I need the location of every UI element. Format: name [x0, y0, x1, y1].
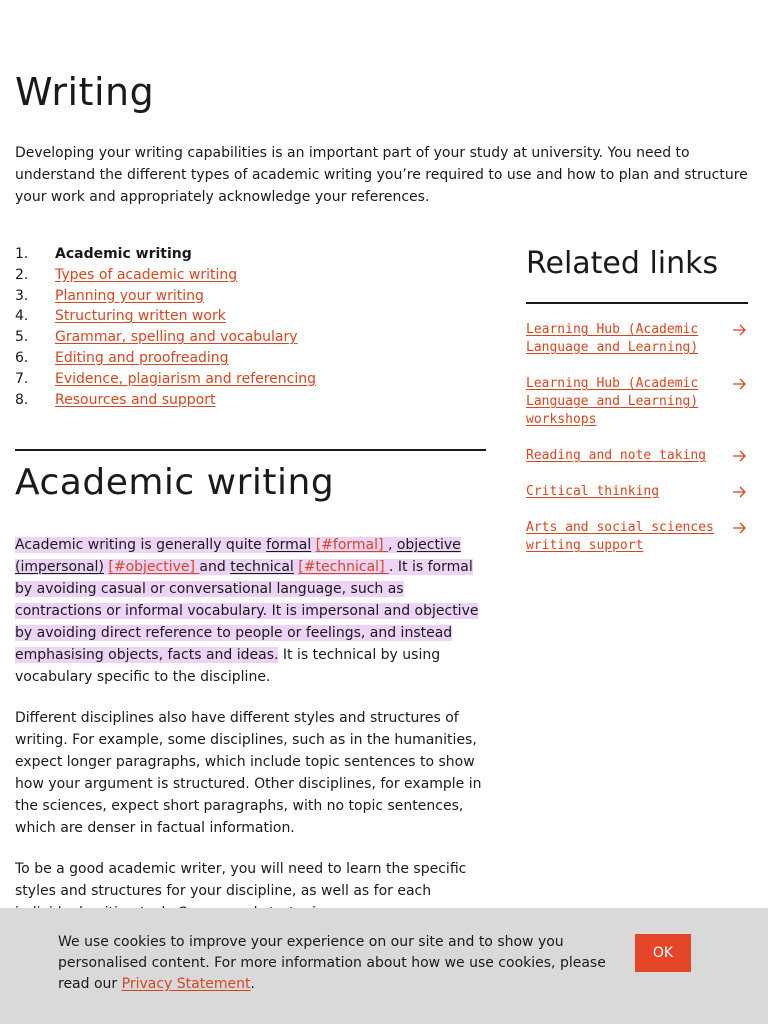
paragraph-tail: It is technical by using vocabulary specific to the discipline. [15, 647, 441, 685]
related-link[interactable] [526, 519, 748, 555]
toc-item[interactable] [15, 327, 495, 348]
toc-number: 2. [15, 266, 29, 283]
anchor-objective[interactable]: [#objective] [108, 559, 200, 575]
toc-number: 4. [15, 308, 29, 325]
highlighted-text [15, 537, 478, 663]
cookie-banner [0, 908, 768, 1024]
page-title: Writing [15, 70, 155, 114]
section-divider [15, 449, 486, 451]
related-links [526, 244, 748, 573]
related-link-label[interactable]: Reading and note taking [526, 448, 707, 463]
cookie-message [58, 932, 618, 995]
toc-item[interactable] [15, 265, 495, 286]
related-link-label[interactable]: Learning Hub (Academic Language and Learning) workshops [526, 376, 699, 427]
arrow-right-icon [732, 483, 748, 501]
toc-item[interactable] [15, 369, 495, 390]
toc-link[interactable]: Editing and proofreading [55, 349, 229, 366]
toc-number: 7. [15, 370, 29, 387]
arrow-right-icon [732, 375, 748, 393]
term-formal[interactable]: formal [266, 537, 312, 553]
toc-number: 8. [15, 391, 29, 408]
separator: , [387, 537, 397, 553]
toc-item[interactable] [15, 390, 495, 411]
toc-link[interactable]: Resources and support [55, 391, 216, 408]
toc-label: Academic writing [55, 246, 192, 262]
arrow-right-icon [732, 519, 748, 537]
anchor-formal[interactable]: [#formal] [315, 537, 388, 553]
toc-number: 1. [15, 246, 29, 262]
paragraph-3: To be a good academic writer, you will need to learn the specific styles and structures for your discipline, as well as for each [15, 861, 467, 899]
related-link-label[interactable]: Arts and social sciences writing support [526, 520, 714, 553]
cookie-text: We use cookies to improve your experience on our site and to show you personalised content. For more information about how we use cookies, please read our [58, 934, 606, 992]
toc-number: 3. [15, 287, 29, 304]
related-link[interactable] [526, 483, 748, 501]
toc-link[interactable]: Types of academic writing [55, 266, 238, 283]
arrow-right-icon [732, 321, 748, 339]
paragraph-1 [15, 534, 485, 688]
related-link[interactable] [526, 375, 748, 429]
section-body [15, 534, 485, 943]
related-link[interactable] [526, 321, 748, 357]
section-title: Academic writing [15, 462, 335, 503]
anchor-technical[interactable]: [#technical] [298, 559, 389, 575]
toc-item[interactable] [15, 306, 495, 327]
arrow-right-icon [732, 447, 748, 465]
privacy-statement-link[interactable]: Privacy Statement [121, 976, 251, 992]
toc-item-current [15, 244, 495, 265]
cookie-end: . [250, 976, 255, 992]
table-of-contents [15, 244, 495, 410]
toc-link[interactable]: Structuring written work [55, 308, 226, 325]
cookie-ok-button[interactable]: OK [635, 934, 691, 972]
toc-link[interactable]: Grammar, spelling and vocabulary [55, 329, 298, 346]
term-objective[interactable]: objective (impersonal) [15, 537, 461, 575]
toc-number: 5. [15, 329, 29, 346]
paragraph-2: Different disciplines also have different styles and structures of writing. For example, some disciplines, such as in the humanities, expect longer paragraphs, which include topic sentences to show how your argument is structured. Other disciplines, for example in the sciences, expect short paragraphs, with no topic sentences, which are denser in factual information. [15, 710, 482, 836]
toc-number: 6. [15, 349, 29, 366]
related-link-label[interactable]: Critical thinking [526, 484, 660, 499]
term-technical[interactable]: technical [230, 559, 294, 575]
conjunction: and [199, 559, 231, 575]
highlighted-rest: . It is formal by avoiding casual or conversational language, such as contractions or informal vocabulary. It is impersonal and objective by avoiding direct reference to people or feelings, and instead emphasising objects, facts and ideas. [15, 559, 479, 663]
toc-link[interactable]: Evidence, plagiarism and referencing [55, 370, 317, 387]
related-link-label[interactable]: Learning Hub (Academic Language and Learning) [526, 322, 699, 355]
toc-item[interactable] [15, 286, 495, 307]
related-links-title: Related links [526, 244, 748, 304]
page-intro: Developing your writing capabilities is an important part of your study at university. You need to understand the different types of academic writing you’re required to use and how to plan and structure your work and appropriately acknowledge your references. [15, 145, 748, 205]
paragraph-lead: Academic writing is generally quite [15, 537, 267, 553]
related-link[interactable] [526, 447, 748, 465]
toc-item[interactable] [15, 348, 495, 369]
toc-link[interactable]: Planning your writing [55, 287, 204, 304]
